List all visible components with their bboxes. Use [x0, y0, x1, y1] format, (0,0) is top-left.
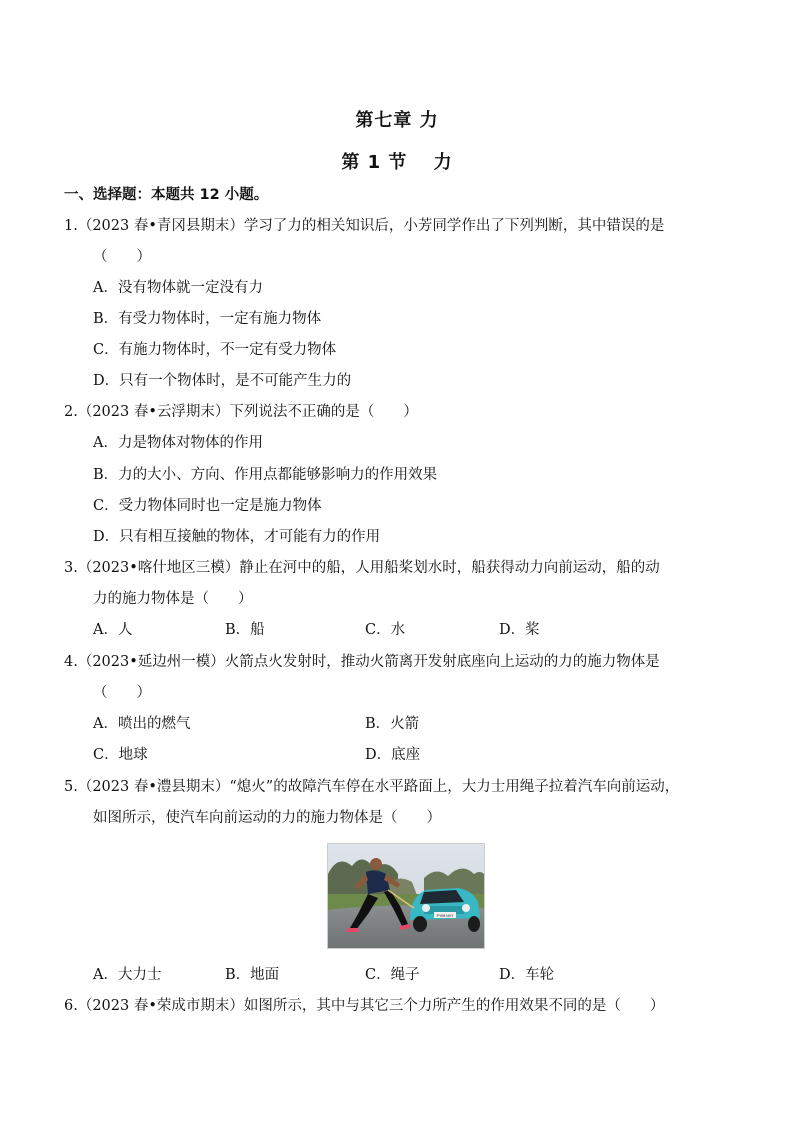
option-d: D．桨 [499, 622, 540, 638]
question-stem: 5.（2023 春•澧县期末）“熄火”的故障汽车停在水平路面上，大力士用绳子拉着汽车向前运动， [64, 779, 680, 795]
option-d: D．车轮 [499, 967, 555, 983]
question-stem: 3.（2023•喀什地区三模）静止在河中的船，人用船桨划水时，船获得动力向前运动，船的动 [64, 560, 660, 576]
option-a: A．力是物体对物体的作用 [93, 435, 263, 451]
option-d: D．只有相互接触的物体，才可能有力的作用 [93, 529, 381, 545]
question-stem-cont: 如图所示，使汽车向前运动的力的施力物体是（ ） [93, 810, 441, 826]
question-stem: 6.（2023 春•荣成市期末）如图所示，其中与其它三个力所产生的作用效果不同的是（ ） [64, 998, 665, 1014]
option-c: C．绳子 [365, 967, 420, 983]
answer-blank: （ ） [93, 685, 151, 701]
option-c: C．水 [365, 622, 406, 638]
option-b: B．地面 [225, 967, 280, 983]
option-a: A．大力士 [93, 967, 162, 983]
section-title: 第 1 节 力 [341, 152, 453, 173]
option-b: B．火箭 [365, 716, 420, 732]
question-stem: 4.（2023•延边州一模）火箭点火发射时，推动火箭离开发射底座向上运动的力的施力物体是 [64, 654, 660, 670]
option-a: A．没有物体就一定没有力 [93, 280, 263, 296]
question-stem: 2.（2023 春•云浮期末）下列说法不正确的是（ ） [64, 404, 418, 420]
option-a: A．喷出的燃气 [93, 716, 191, 732]
option-c: C．受力物体同时也一定是施力物体 [93, 498, 322, 514]
option-d: D．底座 [365, 747, 421, 763]
chapter-title: 第七章 力 [355, 110, 439, 131]
part-heading: 一、选择题：本题共 12 小题。 [64, 187, 269, 203]
option-c: C．有施力物体时，不一定有受力物体 [93, 342, 337, 358]
option-b: B．有受力物体时，一定有施力物体 [93, 311, 322, 327]
option-a: A．人 [93, 622, 133, 638]
question-stem: 1.（2023 春•青冈县期末）学习了力的相关知识后，小芳同学作出了下列判断，其中错误的是 [64, 218, 665, 234]
question-stem-cont: 力的施力物体是（ ） [93, 591, 253, 607]
option-d: D．只有一个物体时，是不可能产生力的 [93, 373, 352, 389]
strongman-pulling-car-photo [327, 843, 485, 949]
option-b: B．船 [225, 622, 265, 638]
answer-blank: （ ） [93, 249, 151, 265]
license-plate: PY08 NXY [436, 914, 454, 918]
option-b: B．力的大小、方向、作用点都能够影响力的作用效果 [93, 467, 438, 483]
option-c: C．地球 [93, 747, 148, 763]
